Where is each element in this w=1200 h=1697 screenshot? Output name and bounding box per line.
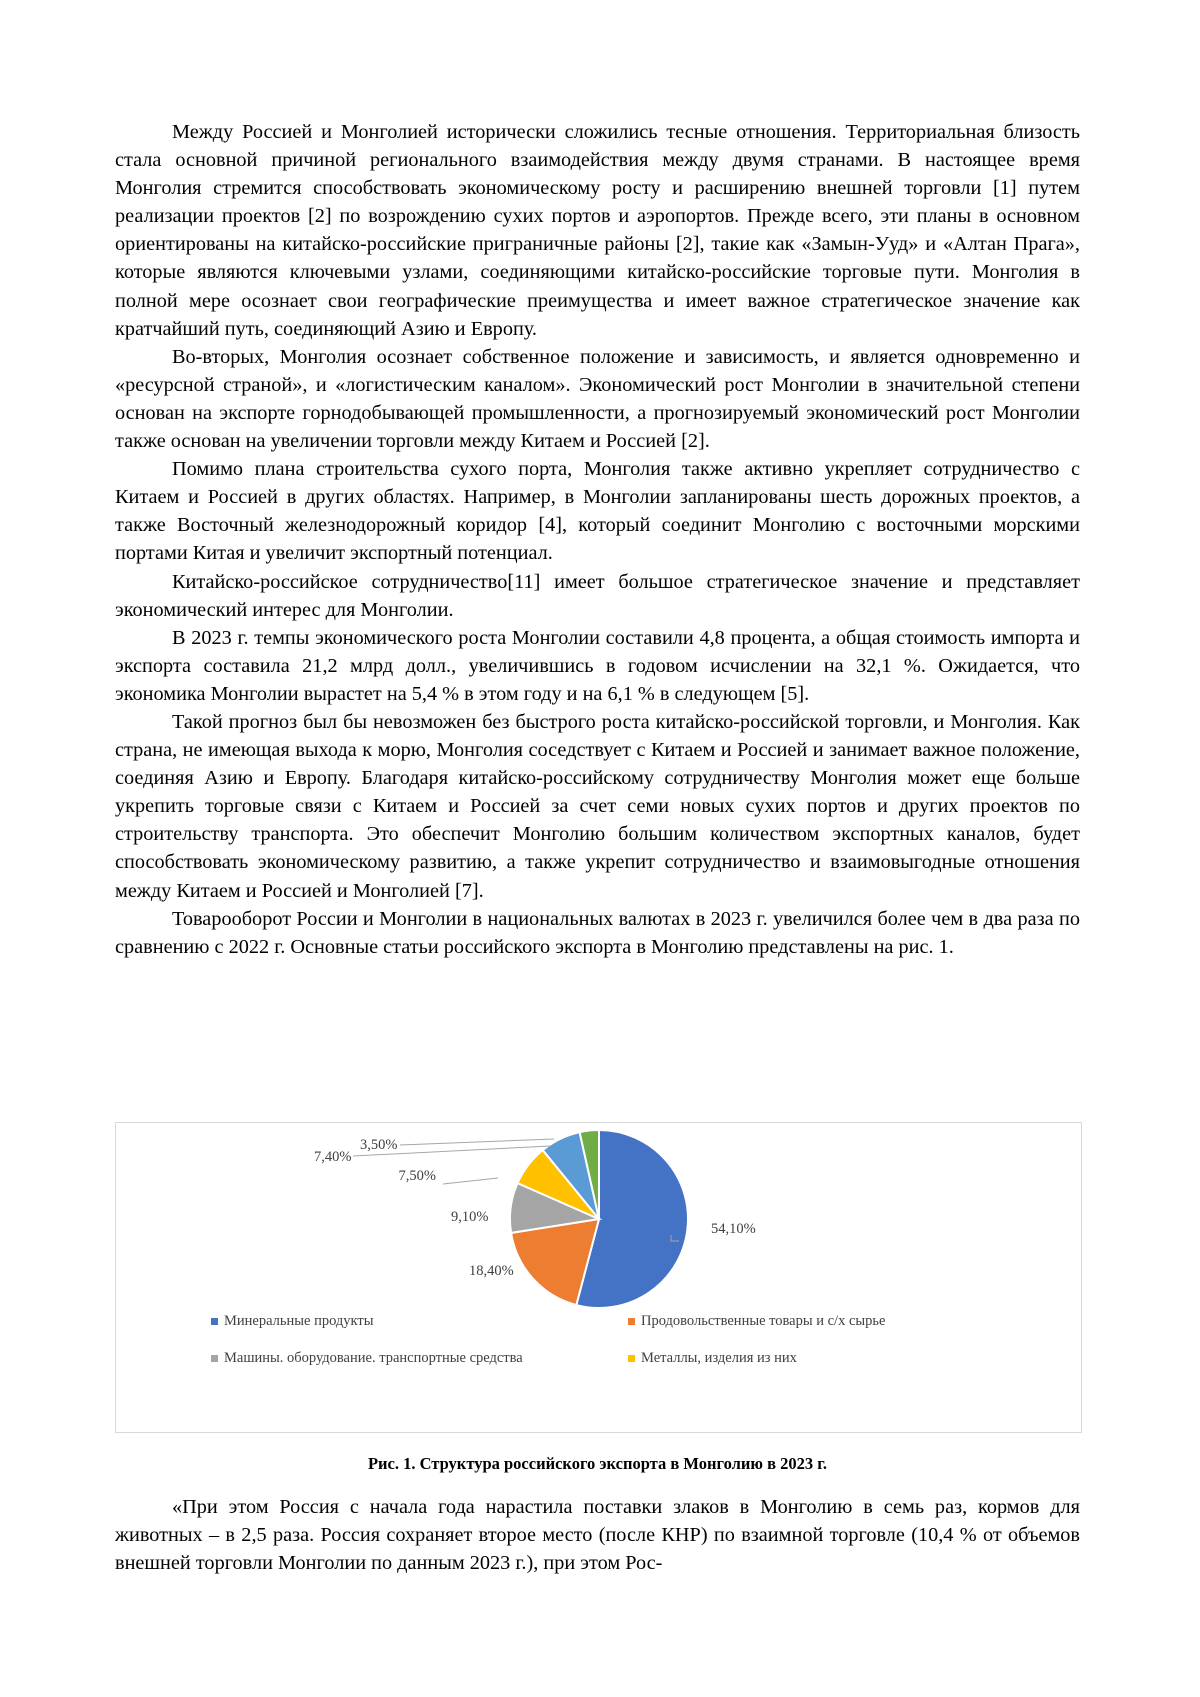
data-label: 9,10% <box>451 1209 489 1225</box>
legend-label: Продовольственные товары и с/х сырье <box>641 1313 886 1329</box>
legend-label: Машины. оборудование. транспортные средства <box>224 1350 523 1366</box>
paragraph: «При этом Россия с начала года нарастила поставки злаков в Монголию в семь раз, кормов для животных – в 2,5 раза. Россия сохраняет второе место (после КНР) по взаимной торговле (10,4 % от объемов внешней торговли Монголии по данным 2023 г.), при этом Рос- <box>115 1496 1080 1575</box>
legend-item <box>211 1311 551 1331</box>
legend-item <box>628 1311 1048 1331</box>
data-label: 18,40% <box>469 1263 514 1279</box>
paragraph: Такой прогноз был бы невозможен без быстрого роста китайско-российской торговли, и Монголия. Как страна, не имеющая выхода к морю, Монголия соседствует с Китаем и Россией и занимает важное положение, соединяя Азию и Европу. Благодаря китайско-российскому сотрудничеству Монголия может еще больше укрепить торговые связи с Китаем и Россией за счет семи новых сухих портов и других проектов по строительству транспорта. Это обеспечит Монголию большим количеством экспортных каналов, будет способствовать экономическому развитию, а также укрепит сотрудничество и взаимовыгодные отношения между Китаем и Россией и Монголией [7]. <box>115 710 1080 902</box>
legend-swatch <box>628 1318 635 1325</box>
paragraph: Помимо плана строительства сухого порта, Монголия также активно укрепляет сотрудничество с Китаем и Россией в других областях. Например, в Монголии запланированы шесть дорожных проектов, а также Восточный железнодорожный коридор [4], который соединит Монголию с восточными морскими портами Китая и увеличит экспортный потенциал. <box>115 458 1080 565</box>
legend-item <box>628 1348 1048 1368</box>
data-label: 54,10% <box>711 1221 756 1237</box>
figure-caption: Рис. 1. Структура российского экспорта в Монголию в 2023 г. <box>367 1454 828 1473</box>
legend-label: Минеральные продукты <box>224 1313 374 1329</box>
chart-legend <box>116 1123 1083 1434</box>
legend-label: Металлы, изделия из них <box>641 1350 797 1366</box>
legend-swatch <box>211 1318 218 1325</box>
paragraph: Во-вторых, Монголия осознает собственное положение и зависимость, и является одновременно и «ресурсной страной», и «логистическим каналом». Экономический рост Монголии в значительной степени основан на экспорте горнодобывающей промышленности, а прогнозируемый экономический рост Монголии также основан на увеличении торговли между Китаем и Россией [2]. <box>115 345 1080 453</box>
paragraph: Между Россией и Монголией исторически сложились тесные отношения. Территориальная близость стала основной причиной регионального взаимодействия между двумя странами. В настоящее время Монголия стремится способствовать экономическому росту и расширению внешней торговли [1] путем реализации проектов [2] по возрождению сухих портов и аэропортов. Прежде всего, эти планы в основном ориентированы на китайско-российские приграничные районы [2], такие как «Замын-Ууд» и «Алтан Прага», которые являются ключевыми узлами, соединяющими китайско-российские торговые пути. Монголия в полной мере осознает свои географические преимущества и имеет важное стратегическое значение как кратчайший путь, соединяющий Азию и Европу. <box>115 121 1080 340</box>
paragraph: В 2023 г. темпы экономического роста Монголии составили 4,8 процента, а общая стоимость импорта и экспорта составила 21,2 млрд долл., увеличившись в годовом исчислении на 32,1 %. Ожидается, что экономика Монголии вырастет на 5,4 % в этом году и на 6,1 % в следующем [5]. <box>115 626 1080 705</box>
legend-swatch <box>628 1355 635 1362</box>
data-label: 7,50% <box>398 1168 436 1184</box>
paragraph: Товарооборот России и Монголии в национальных валютах в 2023 г. увеличился более чем в два раза по сравнению с 2022 г. Основные статьи российского экспорта в Монголию представлены на рис. 1. <box>115 907 1080 958</box>
data-label: 7,40% <box>314 1149 352 1165</box>
body-text-continued <box>115 1493 1080 1577</box>
legend-swatch <box>211 1355 218 1362</box>
legend-item <box>211 1348 551 1368</box>
data-label: 3,50% <box>360 1137 398 1153</box>
body-text <box>115 118 1080 961</box>
pie-chart-figure <box>115 1122 1082 1433</box>
paragraph: Китайско-российское сотрудничество[11] имеет большое стратегическое значение и представляет экономический интерес для Монголии. <box>115 570 1080 621</box>
